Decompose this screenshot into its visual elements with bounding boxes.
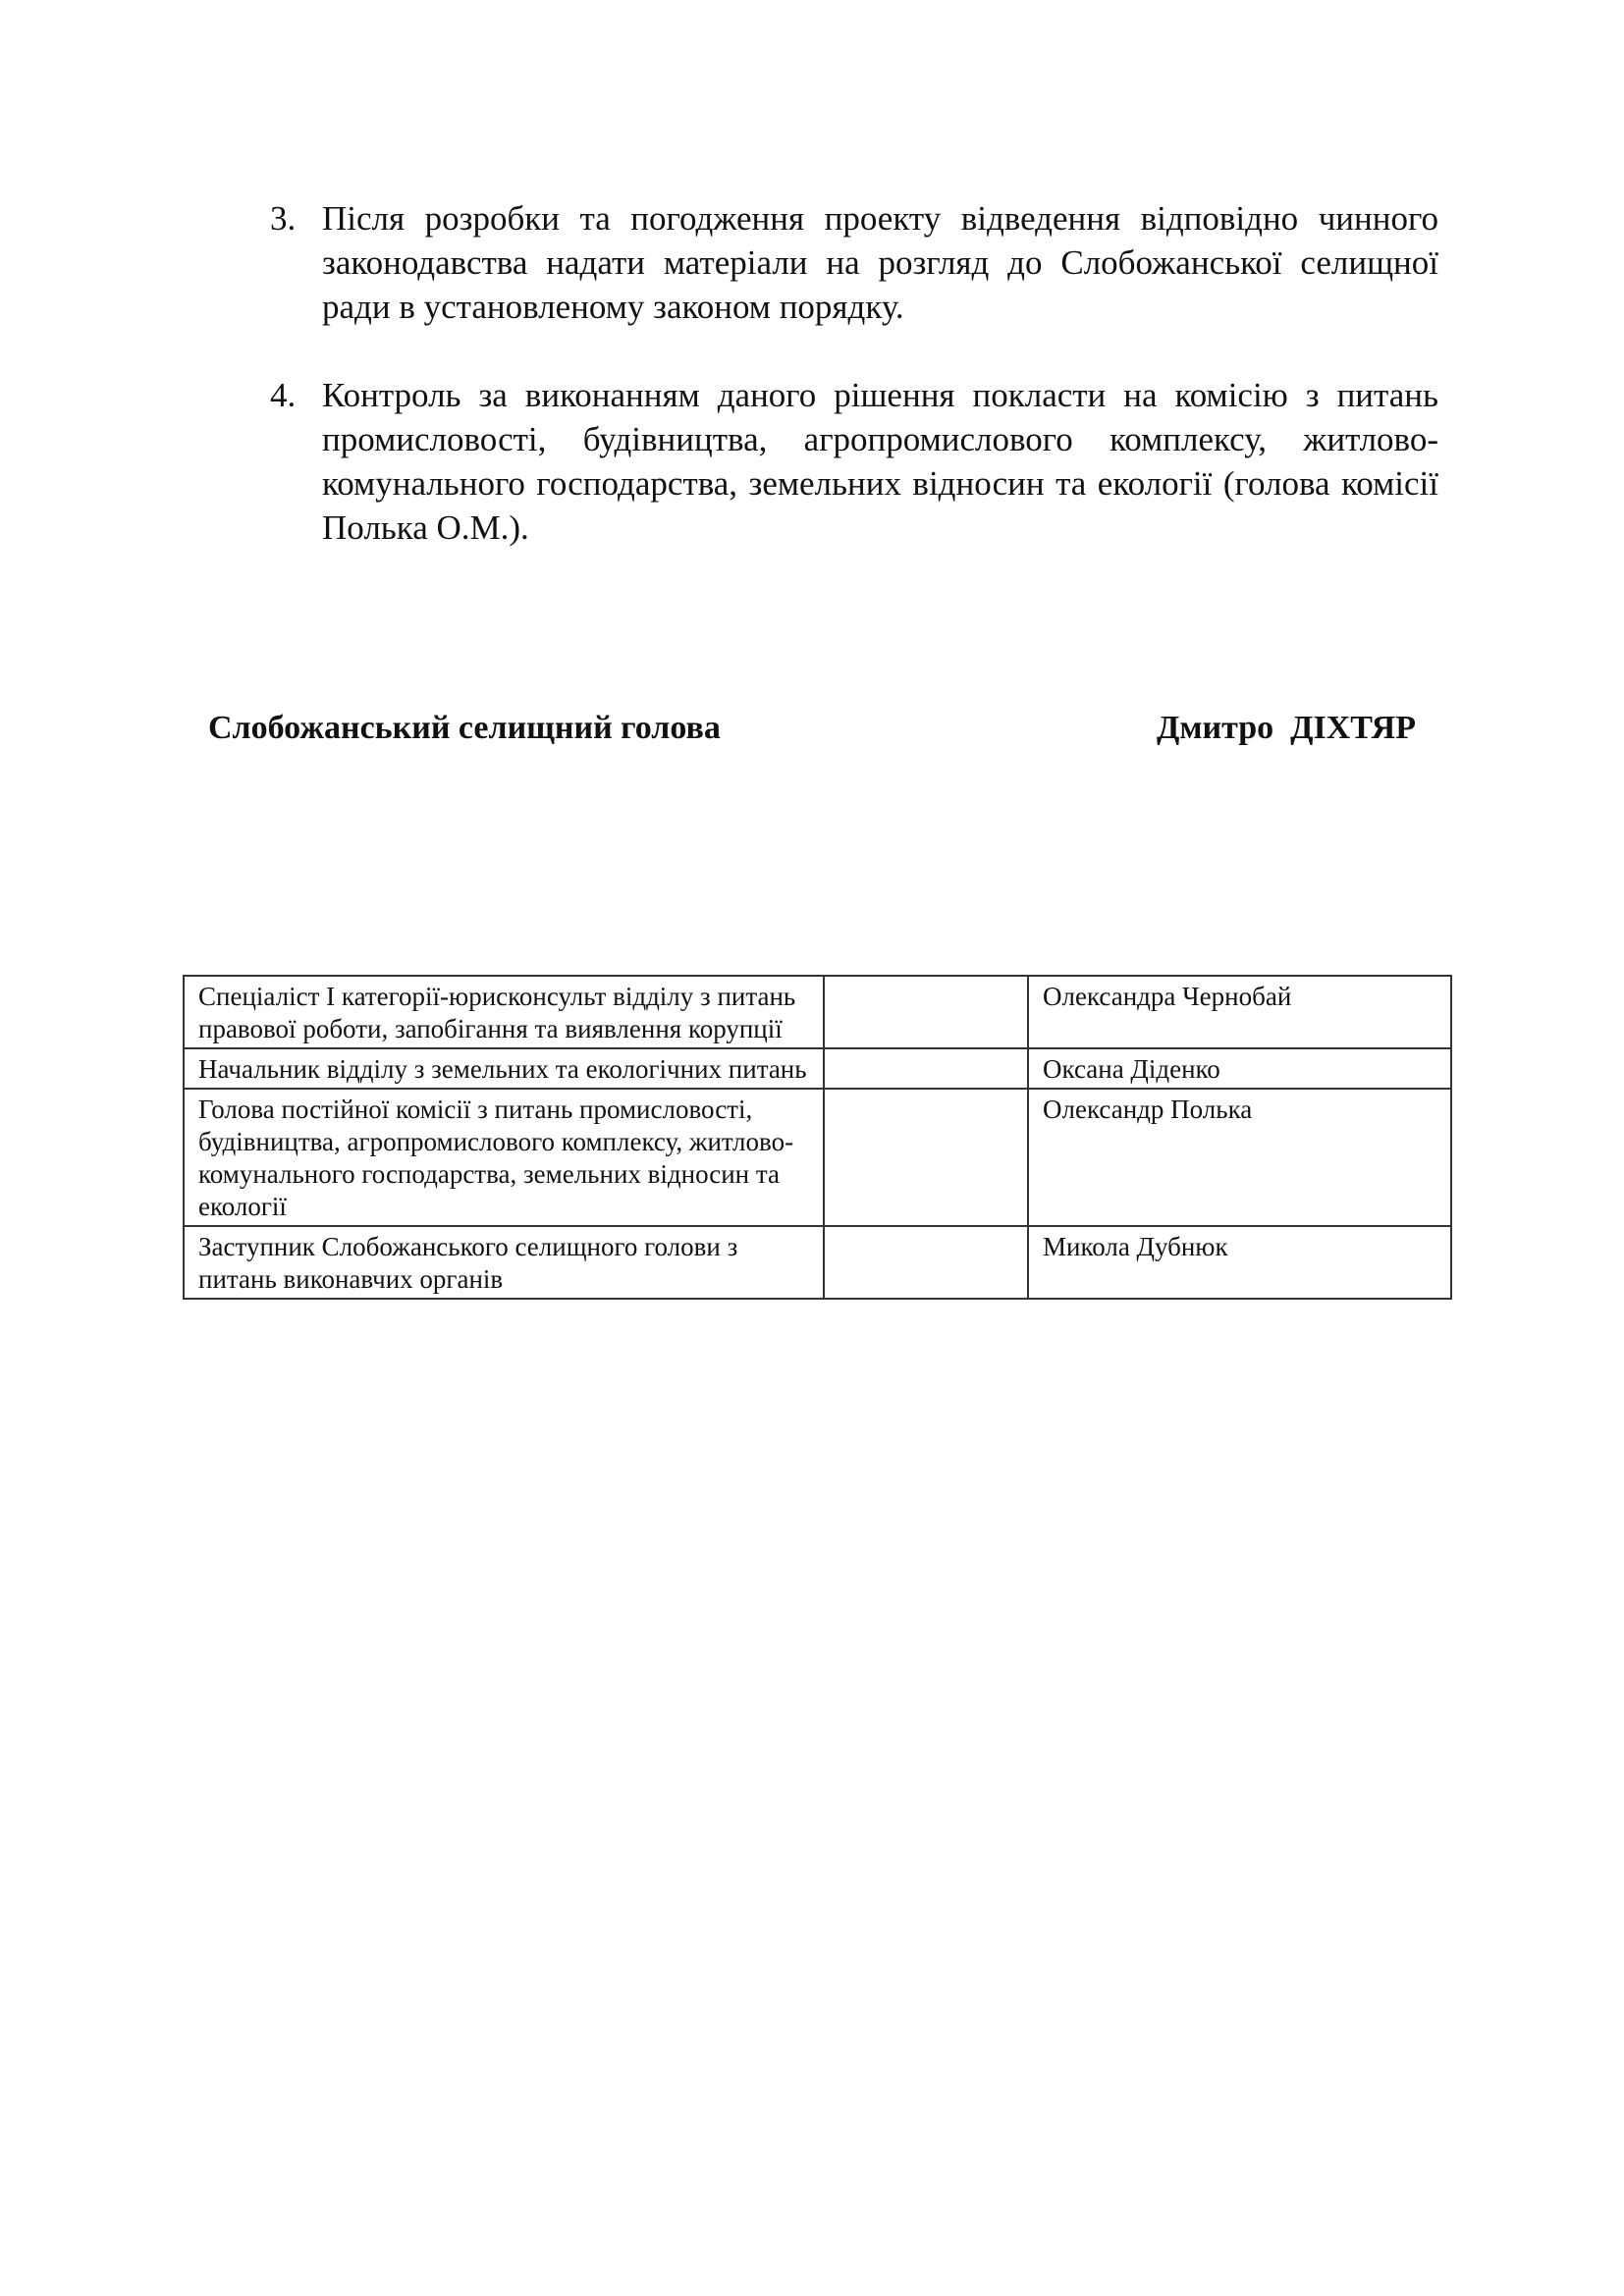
- list-item-text: Після розробки та погодження проекту відведення відповідно чинного законодавства надати матеріали на розгляд до Слобожанської селищної ради в установленому законом порядку.: [322, 199, 1438, 326]
- approver-signature-cell: [824, 976, 1028, 1048]
- table-row: [184, 1048, 1451, 1089]
- approver-name: Олександра Чернобай: [1028, 976, 1451, 1048]
- approvals-table: [183, 975, 1452, 1300]
- approver-signature-cell: [824, 1089, 1028, 1226]
- approver-signature-cell: [824, 1226, 1028, 1299]
- approver-title: Начальник відділу з земельних та екологічних питань: [184, 1048, 824, 1089]
- table-row: [184, 1226, 1451, 1299]
- list-item-number: 4.: [270, 376, 297, 414]
- signatory-position: Слобожанський селищний голова: [208, 710, 721, 746]
- list-item-number: 3.: [270, 199, 297, 238]
- approver-name: Микола Дубнюк: [1028, 1226, 1451, 1299]
- signatory-name: Дмитро ДІХТЯР: [1156, 710, 1416, 746]
- list-item: [265, 373, 1438, 550]
- decision-list: [265, 196, 1438, 594]
- list-item: [265, 196, 1438, 329]
- approver-signature-cell: [824, 1048, 1028, 1089]
- approver-name: Оксана Діденко: [1028, 1048, 1451, 1089]
- approver-name: Олександр Полька: [1028, 1089, 1451, 1226]
- table-row: [184, 1089, 1451, 1226]
- approver-title: Заступник Слобожанського селищного голови з питань виконавчих органів: [184, 1226, 824, 1299]
- table-row: [184, 976, 1451, 1048]
- approver-title: Спеціаліст І категорії-юрисконсульт відділу з питань правової роботи, запобігання та виявлення корупції: [184, 976, 824, 1048]
- approver-title: Голова постійної комісії з питань промисловості, будівництва, агропромислового комплексу, житлово-комунального господарства, земельних відносин та екології: [184, 1089, 824, 1226]
- list-item-text: Контроль за виконанням даного рішення покласти на комісію з питань промисловості, будівництва, агропромислового комплексу, житлово-комунального господарства, земельних відносин та екології (голова комісії Полька О.М.).: [322, 376, 1438, 547]
